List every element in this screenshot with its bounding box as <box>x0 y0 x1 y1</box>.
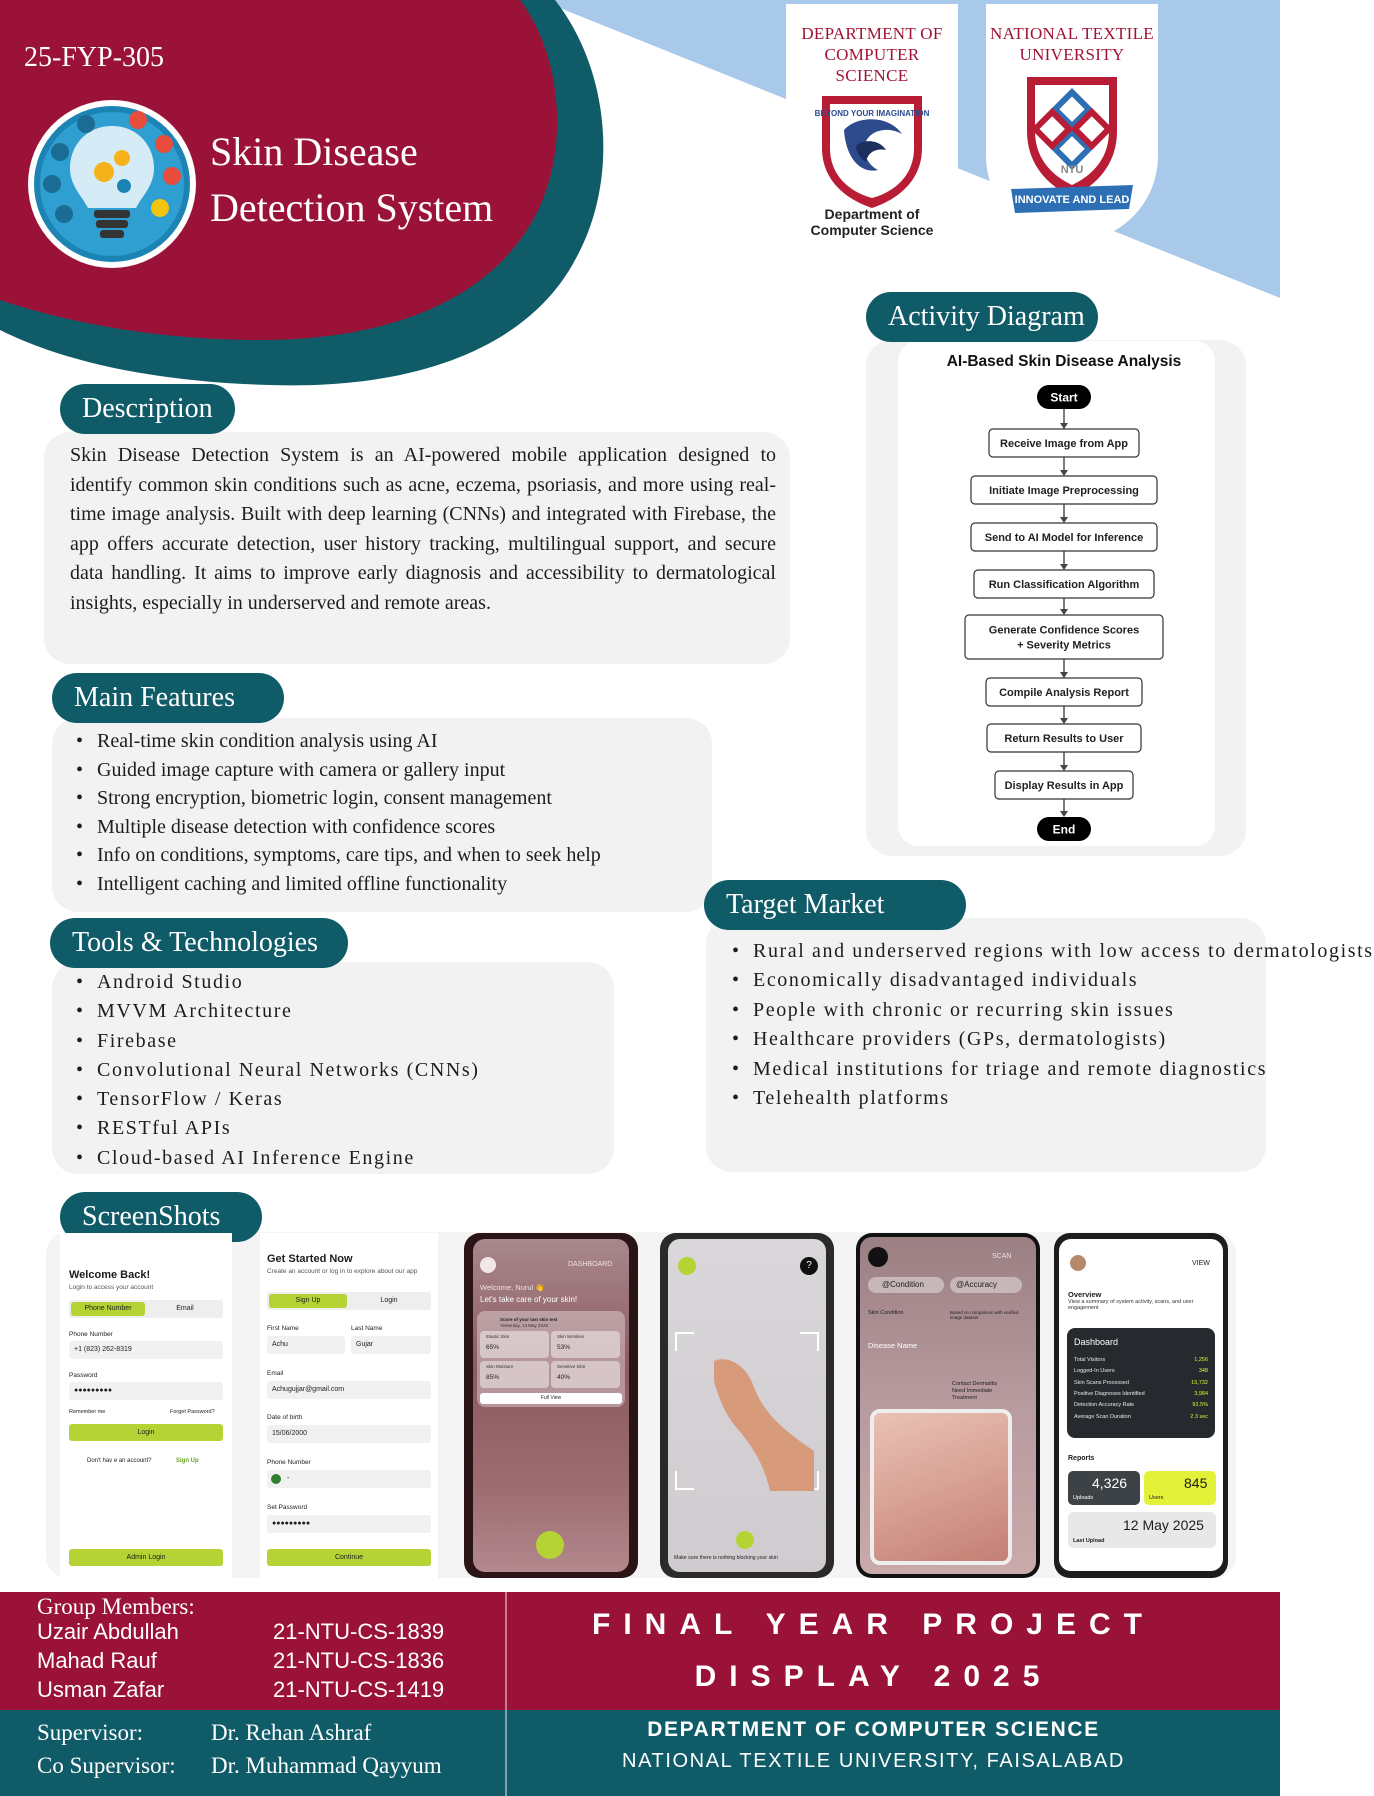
feature-item: • Info on conditions, symptoms, care tips, and when to seek help <box>72 841 601 870</box>
target-market-item: • Economically disadvantaged individuals <box>728 966 1268 995</box>
admin-header: VIEW <box>1192 1260 1210 1267</box>
tool-item: • Cloud-based AI Inference Engine <box>72 1144 480 1173</box>
flow-step-label: Display Results in App <box>1004 780 1124 792</box>
skin-photo <box>870 1409 1012 1565</box>
target-heading: Target Market <box>704 880 966 930</box>
metric-tile[interactable] <box>480 1361 549 1388</box>
tagline-text: Let's take care of your skin! <box>480 1295 578 1304</box>
advice-line-2: Need Immediate <box>952 1388 993 1394</box>
stat-value: 3,984 <box>1194 1390 1208 1397</box>
project-title <box>210 124 493 236</box>
screenshots-heading: ScreenShots <box>60 1192 262 1242</box>
dept-caption-line-1: Department of <box>824 206 920 222</box>
last-upload-value: 12 May 2025 <box>1123 1517 1204 1533</box>
university-logo <box>986 4 1158 242</box>
result-header: SCAN <box>992 1253 1012 1260</box>
uploads-value: 4,326 <box>1092 1475 1128 1491</box>
supervisor-name: Dr. Rehan Ashraf <box>211 1720 372 1745</box>
member-id: 21-NTU-CS-1836 <box>273 1648 445 1673</box>
footer-department: DEPARTMENT OF COMPUTER SCIENCE <box>647 1718 1100 1741</box>
email-input[interactable]: Achugujjar@gmail.com <box>267 1381 431 1399</box>
flow-arrowhead <box>1060 517 1068 523</box>
full-view-button[interactable]: Full View <box>480 1393 622 1404</box>
dob-input[interactable]: 15/06/2000 <box>267 1425 431 1443</box>
email-label: Email <box>267 1370 284 1377</box>
target-market-item: • People with chronic or recurring skin issues <box>728 996 1268 1025</box>
group-members-label: Group Members: <box>37 1594 195 1619</box>
flow-step-label: Return Results to User <box>1004 733 1124 745</box>
admin-screen <box>1054 1233 1228 1578</box>
tab-signup[interactable]: Sign Up <box>269 1294 347 1308</box>
shutter-icon[interactable] <box>736 1531 754 1549</box>
flow-arrowhead <box>1060 609 1068 615</box>
flow-arrowhead <box>1060 672 1068 678</box>
flow-step-label: Compile Analysis Report <box>999 687 1129 699</box>
metric-label: Elastic Skin <box>486 1334 510 1339</box>
stat-label: Average Scan Duration <box>1074 1413 1131 1420</box>
project-code: 25-FYP-305 <box>24 42 165 73</box>
forgot-password-link[interactable]: Forget Password? <box>170 1409 215 1415</box>
result-back-icon[interactable] <box>868 1247 888 1267</box>
target-market-item: • Telehealth platforms <box>728 1084 1268 1113</box>
login-screen <box>60 1233 232 1578</box>
uni-logo-title-line-2: UNIVERSITY <box>1019 45 1125 64</box>
tool-item: • MVVM Architecture <box>72 997 480 1026</box>
first-name-input[interactable]: Achu <box>267 1336 345 1354</box>
password-label: Password <box>69 1372 98 1379</box>
tool-item: • Firebase <box>72 1027 480 1056</box>
uploads-label: Uploads <box>1073 1495 1094 1501</box>
metric-label: Skin Wrinkles <box>557 1334 585 1339</box>
target-list <box>728 937 1374 1113</box>
tab-email[interactable]: Email <box>176 1305 194 1312</box>
signup-phone-label: Phone Number <box>267 1459 311 1466</box>
stat-value: 2.3 sec <box>1190 1413 1208 1420</box>
stat-label: Skin Scans Processed <box>1074 1379 1130 1386</box>
password-input[interactable]: ●●●●●●●●● <box>69 1382 223 1400</box>
dept-caption-line-2: Computer Science <box>810 222 934 238</box>
signup-phone-input[interactable]: - <box>267 1470 431 1488</box>
reports-title: Reports <box>1068 1455 1095 1462</box>
member-name: Uzair Abdullah <box>37 1619 179 1644</box>
metric-value: 53% <box>557 1344 571 1351</box>
continue-button[interactable]: Continue <box>267 1549 431 1566</box>
uni-logo-banner: INNOVATE AND LEAD <box>1014 194 1130 206</box>
flow-step-label: + Severity Metrics <box>1017 639 1111 652</box>
department-logo <box>786 4 958 250</box>
flow-arrowhead <box>1060 811 1068 817</box>
activity-heading: Activity Diagram <box>866 292 1098 342</box>
users-value: 845 <box>1184 1475 1208 1491</box>
flow-step-label: Initiate Image Preprocessing <box>989 485 1139 497</box>
camera-button-icon[interactable] <box>536 1531 564 1559</box>
disease-name: Disease Name <box>868 1341 918 1350</box>
last-name-input[interactable]: Gujar <box>351 1336 431 1354</box>
flow-arrowhead <box>1060 470 1068 476</box>
metric-tile[interactable] <box>480 1331 549 1358</box>
feature-item: • Multiple disease detection with confidence scores <box>72 813 601 842</box>
flow-arrowhead <box>1060 564 1068 570</box>
stat-value: 15,732 <box>1191 1379 1208 1386</box>
last-upload-label: Last Upload <box>1073 1538 1105 1544</box>
tool-item: • Android Studio <box>72 968 480 997</box>
tools-heading: Tools & Technologies <box>50 918 348 968</box>
stat-label: Total Visitors <box>1074 1357 1106 1363</box>
activity-flowchart <box>898 341 1215 846</box>
description-text: Skin Disease Detection System is an AI-powered mobile application designed to identify common skin conditions such as acne, eczema, psoriasis, and more using real-time image analysis. Built with deep learning (CNNs) and integrated with Firebase, the app offers accurate detection, user history tracking, multilingual support, and secure data handling. It aims to improve early diagnosis and accessibility to dermatological insights, especially in underserved and remote areas. <box>70 444 776 614</box>
footer-university: NATIONAL TEXTILE UNIVERSITY, FAISALABAD <box>622 1750 1125 1772</box>
dashboard-header: DASHBOARD <box>568 1261 613 1268</box>
first-name-label: First Name <box>267 1325 299 1332</box>
stat-value: 1,256 <box>1194 1357 1208 1363</box>
stat-value: 348 <box>1198 1368 1208 1375</box>
capture-frame <box>674 1331 820 1491</box>
tool-item: • TensorFlow / Keras <box>72 1085 480 1114</box>
last-name-label: Last Name <box>351 1325 383 1332</box>
lightbulb-logo-icon <box>26 94 202 274</box>
comparison-note: Based on comparison with verified image dataset <box>950 1310 1019 1320</box>
dept-logo-caption <box>786 206 958 238</box>
target-market-item: • Healthcare providers (GPs, dermatologists) <box>728 1025 1268 1054</box>
tab-phone-number[interactable]: Phone Number <box>71 1302 145 1316</box>
capture-hint: Make sure there is nothing blocking your skin <box>674 1555 778 1561</box>
no-account-text: Don't hav e an account? <box>87 1458 152 1464</box>
metric-label: Sensitive Skin <box>557 1364 586 1369</box>
diagram-title: AI-Based Skin Disease Analysis <box>946 353 1182 370</box>
back-arrow-icon[interactable] <box>678 1257 696 1275</box>
help-icon[interactable]: ? <box>800 1257 818 1275</box>
dept-shield-icon <box>816 90 928 210</box>
co-supervisor-name: Dr. Muhammad Qayyum <box>211 1753 442 1778</box>
signup-link[interactable]: Sign Up <box>176 1458 199 1464</box>
feature-item: • Strong encryption, biometric login, consent management <box>72 784 601 813</box>
title-line-1: Skin Disease <box>210 129 418 174</box>
stat-label: Positive Diagnoses Identified <box>1074 1390 1145 1397</box>
feature-item: • Intelligent caching and limited offline functionality <box>72 870 601 899</box>
overview-title: Overview <box>1068 1290 1102 1299</box>
fyp-display-line-1: FINAL YEAR PROJECT <box>592 1608 1155 1641</box>
score-label: Score of your last skin test <box>500 1317 558 1322</box>
member-name: Usman Zafar <box>37 1677 165 1702</box>
description-heading: Description <box>60 384 235 434</box>
target-market-item: • Medical institutions for triage and remote diagnostics <box>728 1055 1268 1084</box>
flow-arrowhead <box>1060 765 1068 771</box>
tab-login[interactable]: Login <box>380 1297 398 1304</box>
stat-value: 92.5% <box>1192 1402 1208 1409</box>
feature-item: • Real-time skin condition analysis using AI <box>72 727 601 756</box>
stat-label: Detection Accuracy Rate <box>1074 1402 1135 1409</box>
member-name: Mahad Rauf <box>37 1648 157 1673</box>
metric-value: 85% <box>486 1374 500 1381</box>
signup-subtitle: Create an account or log in to explore about our app <box>267 1268 418 1275</box>
dashboard-screen <box>464 1233 638 1578</box>
tools-list <box>72 968 480 1173</box>
set-password-label: Set Password <box>267 1504 308 1511</box>
flow-end-label: End <box>1052 822 1076 837</box>
phone-label: Phone Number <box>69 1331 113 1338</box>
metric-label: Skin Moisture <box>486 1364 514 1369</box>
capture-screen <box>660 1233 834 1578</box>
metric-value: 65% <box>486 1344 500 1351</box>
tool-item: • RESTful APIs <box>72 1114 480 1143</box>
welcome-text: Welcome, Nurul 👋 <box>480 1283 545 1292</box>
co-supervisor-label: Co Supervisor: <box>37 1753 176 1778</box>
feature-item: • Guided image capture with camera or gallery input <box>72 756 601 785</box>
uni-logo-title-line-1: NATIONAL TEXTILE <box>990 24 1154 43</box>
remember-me-checkbox[interactable]: Remember me <box>69 1409 106 1415</box>
advice-line-1: Contact Dermatitis <box>952 1381 998 1387</box>
flow-step-box <box>965 615 1163 659</box>
member-id: 21-NTU-CS-1839 <box>273 1619 445 1644</box>
signup-screen <box>260 1233 438 1578</box>
skin-condition-label: Skin Condition <box>868 1310 904 1316</box>
set-password-input[interactable]: ●●●●●●●●● <box>267 1515 431 1533</box>
flow-step-label: Receive Image from App <box>1000 438 1128 450</box>
flow-step-label: Generate Confidence Scores <box>988 624 1140 637</box>
admin-avatar[interactable] <box>1070 1255 1086 1271</box>
admin-dashboard-title: Dashboard <box>1074 1337 1119 1347</box>
advice-line-3: Treatment <box>952 1395 977 1401</box>
dept-logo-title <box>786 23 958 86</box>
flow-arrowhead <box>1060 423 1068 429</box>
member-id: 21-NTU-CS-1419 <box>273 1677 445 1702</box>
dept-logo-title-line-1: DEPARTMENT OF <box>801 24 943 43</box>
dept-logo-banner: BEYOND YOUR IMAGINATION <box>814 109 930 118</box>
dob-label: Date of birth <box>267 1414 303 1421</box>
ntu-mark: NTU <box>1060 164 1084 176</box>
flow-start-label: Start <box>1050 390 1078 405</box>
features-list <box>72 727 601 899</box>
flow-arrowhead <box>1060 718 1068 724</box>
metric-tile[interactable] <box>551 1361 620 1388</box>
dept-logo-title-line-2: COMPUTER SCIENCE <box>824 45 920 85</box>
title-line-2: Detection System <box>210 185 494 230</box>
login-title: Welcome Back! <box>69 1269 151 1281</box>
stat-label: Logged-In Users <box>1074 1368 1115 1375</box>
condition-tag: @Condition <box>868 1277 944 1293</box>
user-avatar[interactable] <box>480 1257 496 1273</box>
country-flag-icon[interactable] <box>271 1474 281 1484</box>
result-screen <box>856 1233 1040 1578</box>
admin-login-button[interactable]: Admin Login <box>69 1549 223 1566</box>
features-heading: Main Features <box>52 673 284 723</box>
login-button[interactable]: Login <box>69 1424 223 1441</box>
fyp-display-line-2: DISPLAY 2025 <box>694 1660 1053 1693</box>
phone-input[interactable]: +1 (823) 262-8319 <box>69 1341 223 1359</box>
signup-title: Get Started Now <box>267 1253 353 1265</box>
flow-step-label: Run Classification Algorithm <box>988 579 1140 591</box>
tool-item: • Convolutional Neural Networks (CNNs) <box>72 1056 480 1085</box>
uni-logo-title <box>986 23 1158 65</box>
score-date: Yesterday, 13 May 2025 <box>500 1323 549 1328</box>
metric-value: 40% <box>557 1374 571 1381</box>
ntu-shield-icon <box>1007 69 1137 219</box>
login-subtitle: Login to access your account <box>69 1284 154 1291</box>
flow-step-label: Send to AI Model for Inference <box>984 532 1144 544</box>
accuracy-tag: @Accuracy <box>950 1277 1022 1293</box>
overview-subtitle: View a summary of system activity, scans, and user engagement <box>1068 1299 1194 1311</box>
supervisor-label: Supervisor: <box>37 1720 144 1745</box>
hand-photo-icon <box>714 1359 814 1491</box>
target-market-item: • Rural and underserved regions with low access to dermatologists <box>728 937 1268 966</box>
users-label: Users <box>1149 1495 1164 1501</box>
metric-tile[interactable] <box>551 1331 620 1358</box>
